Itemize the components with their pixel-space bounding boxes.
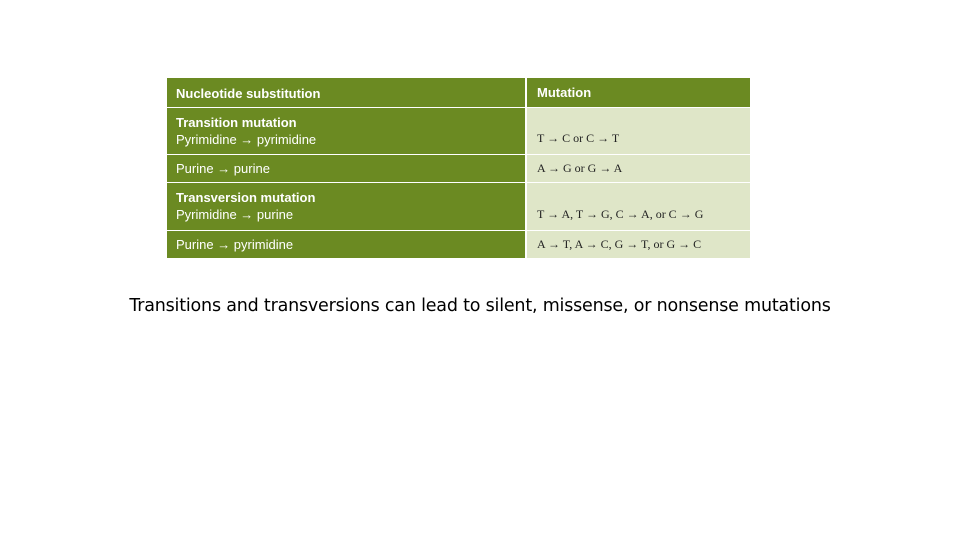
mutation-cell: A → G or G → A: [527, 155, 750, 183]
substitution-pyrimidine-pyrimidine: Pyrimidine → pyrimidine: [176, 131, 317, 147]
group-title-transition: Transition mutation: [176, 114, 297, 130]
slide-caption: Transitions and transversions can lead to silent, missense, or nonsense mutations: [129, 296, 831, 316]
substitution-table: [167, 78, 750, 259]
table-row: [167, 108, 750, 155]
substitution-purine-purine: Purine → purine: [167, 155, 527, 183]
substitution-pyrimidine-purine: Pyrimidine → purine: [176, 207, 294, 222]
table-row: [167, 183, 750, 231]
mutation-cell: T → A, T → G, C → A, or C → G: [527, 183, 750, 231]
table-row: [167, 155, 750, 183]
mutation-cell: T → C or C → T: [527, 108, 750, 155]
table-row: [167, 231, 750, 259]
row-left-cell: [167, 183, 527, 231]
substitution-purine-pyrimidine: Purine → pyrimidine: [167, 231, 527, 259]
header-mutation: Mutation: [527, 78, 750, 108]
group-title-transversion: Transversion mutation: [176, 190, 316, 205]
table-header-row: [167, 78, 750, 108]
mutation-cell: A → T, A → C, G → T, or G → C: [527, 231, 750, 259]
row-left-cell: [167, 108, 527, 155]
header-nucleotide-substitution: Nucleotide substitution: [167, 78, 527, 108]
